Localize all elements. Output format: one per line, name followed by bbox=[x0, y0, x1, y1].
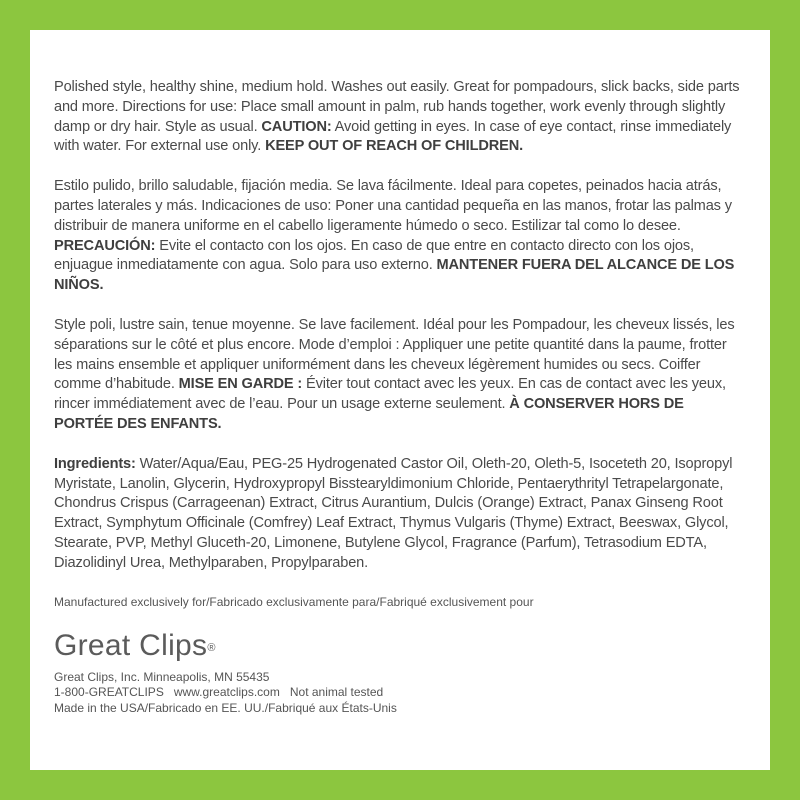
french-text-1: Style poli, lustre sain, tenue moyenne. Se lave facilement. Idéal pour les Pompadour, les cheveux lissés, les séparations sur le côté et plus encore. Mode d’emploi : Appliquer une petite quantité dans la paume, frotter les mains ensemble et appliquer uniformément dans les cheveux légèrement humides ou secs. Coiffer comme d’habitude. bbox=[54, 316, 735, 393]
label-panel bbox=[30, 30, 770, 770]
french-text-2: Éviter tout contact avec les yeux. En cas de contact avec les yeux, rincer immédiatement avec de l’eau. Pour un usage externe seulement. bbox=[54, 376, 726, 413]
english-caution-label: CAUTION: bbox=[261, 118, 332, 135]
ingredients-text: Water/Aqua/Eau, PEG-25 Hydrogenated Castor Oil, Oleth-20, Oleth-5, Isoceteth 20, Isopropyl Myristate, Lanolin, Glycerin, Hydroxypropyl Bisstearyldimonium Chloride, Pentaerythrityl Tetrapelargonate, Chondrus Crispus (Carrageenan) Extract, Citrus Aurantium, Dulcis (Orange) Extract, Panax Ginseng Root Extract, Symphytum Officinale (Comfrey) Leaf Extract, Thymus Vulgaris (Thyme) Extract, Beeswax, Glycol, Stearate, PVP, Methyl Gluceth-20, Limonene, Butylene Glycol, Fragrance (Parfum), Tetrasodium EDTA, Diazolidinyl Urea, Methylparaben, Propylparaben. bbox=[54, 455, 733, 571]
address-line-3: Made in the USA/Fabricado en EE. UU./Fabriqué aux États-Unis bbox=[54, 700, 397, 715]
english-keep-out-warning: KEEP OUT OF REACH OF CHILDREN. bbox=[265, 138, 523, 155]
english-description bbox=[54, 78, 746, 157]
spanish-text-1: Estilo pulido, brillo saludable, fijación media. Se lava fácilmente. Ideal para copetes, peinados hacia atrás, partes laterales y más. Indicaciones de uso: Poner una cantidad pequeña en las manos, frotar las palmas y distribuir de manera uniforme en el cabello ligeramente húmedo o seco. Estilizar tal como lo desee. bbox=[54, 178, 732, 234]
manufactured-for-note: Manufactured exclusively for/Fabricado exclusivamente para/Fabriqué exclusivement pour bbox=[54, 594, 534, 609]
french-caution-label: MISE EN GARDE : bbox=[178, 376, 303, 393]
french-description bbox=[54, 316, 746, 435]
ingredients-list bbox=[54, 455, 746, 574]
spanish-text-2: Evite el contacto con los ojos. En caso de que entre en contacto directo con los ojos, enjuague inmediatamente con agua. Solo para uso externo. bbox=[54, 237, 694, 274]
french-keep-out-warning: À CONSERVER HORS DE PORTÉE DES ENFANTS. bbox=[54, 396, 684, 432]
address-line-1: Great Clips, Inc. Minneapolis, MN 55435 bbox=[54, 669, 270, 684]
english-text-2: Avoid getting in eyes. In case of eye contact, rinse immediately with water. For external use only. bbox=[54, 118, 732, 155]
address-line-2: 1-800-GREATCLIPS www.greatclips.com Not animal tested bbox=[54, 685, 384, 700]
ingredients-label: Ingredients: bbox=[54, 455, 136, 472]
company-address bbox=[54, 670, 746, 717]
spanish-caution-label: PRECAUCIÓN: bbox=[54, 237, 156, 254]
english-text-1: Polished style, healthy shine, medium hold. Washes out easily. Great for pompadours, slick backs, side parts and more. Directions for use: Place small amount in palm, rub hands together, work evenly through slightly damp or dry hair. Style as usual. bbox=[54, 79, 740, 135]
registered-mark: ® bbox=[207, 641, 216, 654]
brand-logo-text: Great Clips bbox=[54, 628, 208, 662]
spanish-keep-out-warning: MANTENER FUERA DEL ALCANCE DE LOS NIÑOS. bbox=[54, 257, 735, 294]
spanish-description bbox=[54, 177, 746, 296]
brand-logo bbox=[54, 628, 746, 664]
